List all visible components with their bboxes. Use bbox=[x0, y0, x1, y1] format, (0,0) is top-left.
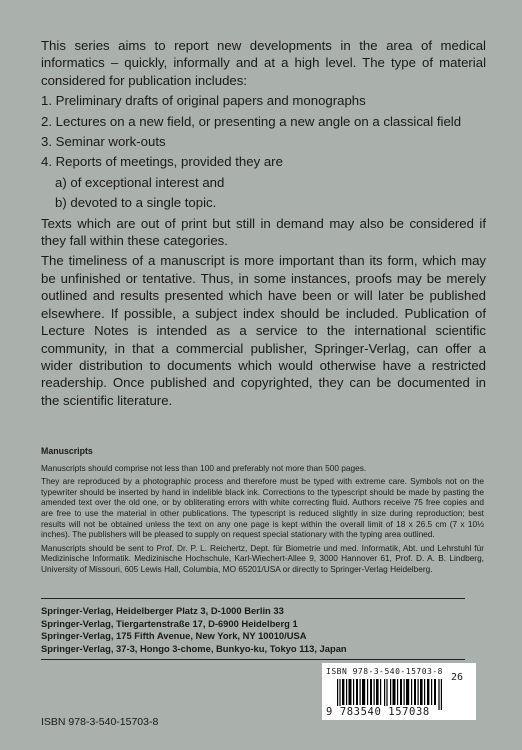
divider-bottom bbox=[41, 659, 465, 660]
divider-top bbox=[41, 598, 465, 599]
manuscripts-heading: Manuscripts bbox=[41, 446, 93, 456]
out-of-print-paragraph: Texts which are out of print but still in demand may also be considered if they fall within these categories. bbox=[41, 215, 486, 249]
list-item: 3. Seminar work-outs bbox=[41, 134, 166, 150]
list-item: 2. Lectures on a new field, or presenting a new angle on a classical field bbox=[41, 113, 462, 129]
barcode-price-code: 26 bbox=[451, 672, 464, 683]
publisher-addresses bbox=[41, 605, 471, 655]
timeliness-paragraph: The timeliness of a manuscript is more important than its form, which may be unfinished or tentative. Thus, in some instances, proofs may be merely outlined and results presented which have been or will later be published elsewhere. If possible, a subject index should be included. Publication of Lecture Notes is intended as a service to the international scientific community, in that a commercial publisher, Springer-Verlag, can offer a wider distribution to documents which would otherwise have a restricted readership. Once published and copyrighted, they can be documented in the scientific literature. bbox=[41, 253, 486, 408]
manuscripts-section bbox=[41, 446, 484, 575]
address-line: Springer-Verlag, 37-3, Hongo 3-chome, Bunkyo-ku, Tokyo 113, Japan bbox=[41, 642, 347, 654]
list-item: 1. Preliminary drafts of original papers and monographs bbox=[41, 93, 366, 109]
address-line: Springer-Verlag, Heidelberger Platz 3, D-1000 Berlin 33 bbox=[41, 605, 284, 616]
manuscripts-length: Manuscripts should comprise not less than 100 and preferably not more than 500 pages. bbox=[41, 462, 367, 473]
manuscripts-submission: Manuscripts should be sent to Prof. Dr. P. L. Reichertz, Dept. für Biometrie und med. Informatik, Abt. und Lehrstuhl für Medizinische Informatik. Medizinische Hochschule, Karl-Wiechert-Allee 9, 3000 Hannover 61, Prof. D. A. B. Lindberg, University of Missouri, 605 Lewis Hall, Columbia, MO 65201/USA or directly to Springer-Verlag Heidelberg. bbox=[41, 542, 484, 574]
barcode-digits: 9 783540 157038 bbox=[326, 706, 430, 718]
list-subitem: a) of exceptional interest and bbox=[55, 174, 225, 190]
barcode-isbn-label: ISBN 978-3-540-15703-8 bbox=[326, 667, 443, 676]
isbn: ISBN 978-3-540-15703-8 bbox=[41, 716, 159, 728]
list-subitem: b) devoted to a single topic. bbox=[55, 195, 217, 211]
address-line: Springer-Verlag, 175 Fifth Avenue, New York, NY 10010/USA bbox=[41, 630, 307, 642]
list-item: 4. Reports of meetings, provided they are bbox=[41, 154, 283, 170]
address-line: Springer-Verlag, Tiergartenstraße 17, D-6900 Heidelberg 1 bbox=[41, 617, 298, 629]
intro-paragraph: This series aims to report new developments in the area of medical informatics – quickly, informally and at a high level. The type of material considered for publication includes: bbox=[41, 38, 486, 88]
manuscripts-instructions: They are reproduced by a photographic process and therefore must be typed with extreme care. Symbols not on the typewriter should be inserted by hand in indelible black ink. Corrections to the typescript should be made by pasting the amended text over the old one, or by obliterating errors with white correcting fluid. Authors receive 75 free copies and are free to use the material in other publications. The typescript is reduced slightly in size during reproduction; best results will not be obtained unless the text on any one page is kept within the overall limit of 18 x 26.5 cm (7 x 10½ inches). The publishers will be pleased to supply on request special stationary with the typing area outlined. bbox=[41, 476, 484, 540]
series-description bbox=[41, 37, 486, 409]
